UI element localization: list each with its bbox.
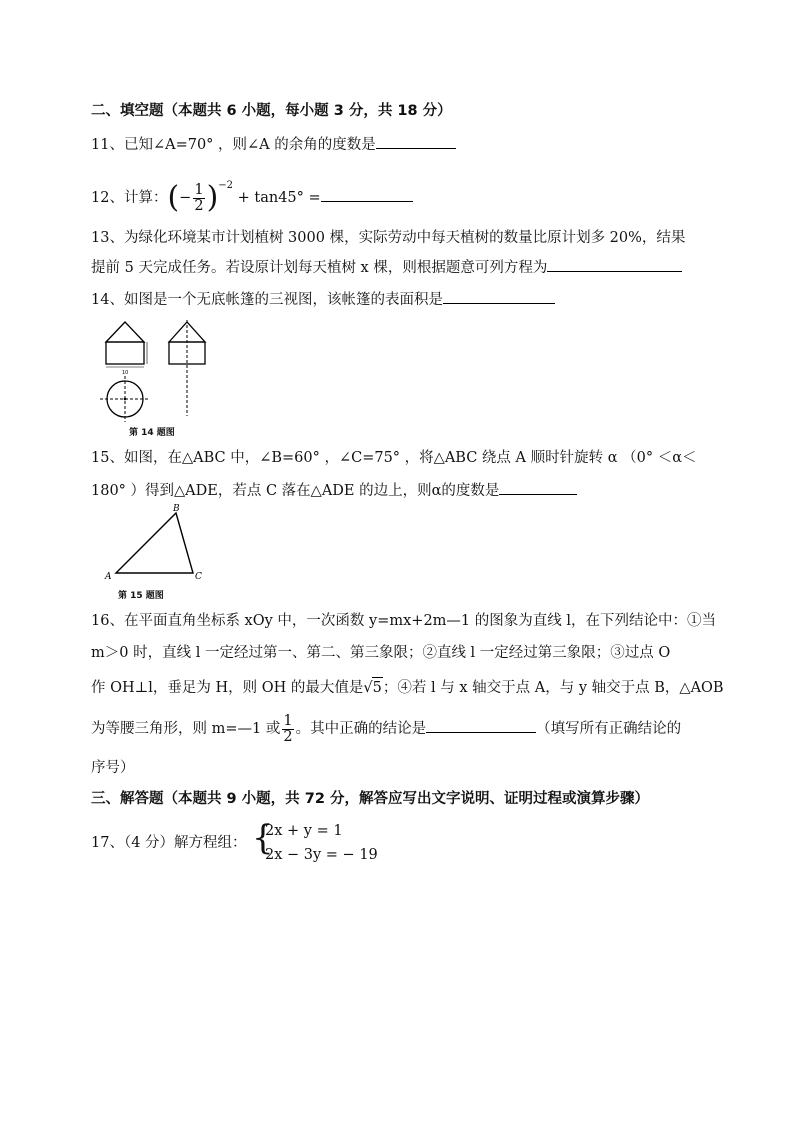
equation-brace: { xyxy=(252,818,274,858)
question-16-line3 xyxy=(91,677,724,698)
question-13-line2 xyxy=(91,257,682,278)
sqrt-value: 5 xyxy=(372,677,383,698)
dimension-label: 10 xyxy=(122,370,129,376)
sqrt-sign: √ xyxy=(363,680,373,696)
triangle-abc-figure xyxy=(104,503,214,583)
equation-1: 2x + y = 1 xyxy=(265,823,343,839)
exponent: −2 xyxy=(218,180,234,191)
fraction-numerator: 1 xyxy=(283,712,293,729)
question-16-line5: 序号） xyxy=(91,760,135,776)
answer-blank[interactable] xyxy=(547,257,682,272)
question-16-line2: m＞0 时，直线 l 一定经过第一、第二、第三象限；②直线 l 一定经过第三象限；③过点 O xyxy=(91,645,671,661)
question-16-text-e: （填写所有正确结论的 xyxy=(536,721,682,737)
question-16-text-b: ；④若 l 与 x 轴交于点 A，与 y 轴交于点 B，△AOB xyxy=(382,680,724,696)
minus-sign: − xyxy=(179,190,192,206)
fraction-denominator: 2 xyxy=(194,197,204,214)
question-13-text: 提前 5 天完成任务。若设原计划每天植树 x 棵，则根据题意可列方程为 xyxy=(91,260,548,276)
equation-2: 2x − 3y = − 19 xyxy=(265,847,378,863)
question-12-prefix: 12、计算： xyxy=(91,190,168,206)
fraction-half xyxy=(282,714,293,745)
question-13-line1: 13、为绿化环境某市计划植树 3000 棵，实际劳动中每天植树的数量比原计划多 20%，结果 xyxy=(91,230,686,246)
question-11-text: 11、已知∠A=70° ，则∠A 的余角的度数是 xyxy=(91,137,376,153)
section-2-heading: 二、填空题（本题共 6 小题，每小题 3 分，共 18 分） xyxy=(91,103,452,119)
question-16-text-c: 为等腰三角形，则 m=—1 或 xyxy=(91,721,281,737)
question-15-line2 xyxy=(91,480,577,501)
fraction-numerator: 1 xyxy=(194,181,204,198)
question-14-text: 14、如图是一个无底帐篷的三视图，该帐篷的表面积是 xyxy=(91,292,443,308)
figure-14-caption: 第 14 题图 xyxy=(129,428,175,438)
answer-blank[interactable] xyxy=(321,187,413,202)
question-16-text-a: 作 OH⊥l，垂足为 H，则 OH 的最大值是 xyxy=(91,680,364,696)
answer-blank[interactable] xyxy=(376,134,456,149)
right-paren: ) xyxy=(206,180,219,215)
answer-blank[interactable] xyxy=(443,289,555,304)
fraction-denominator: 2 xyxy=(283,728,293,745)
section-3-heading: 三、解答题（本题共 9 小题，共 72 分，解答应写出文字说明、证明过程或演算步骤） xyxy=(91,791,649,807)
question-16-text-d: 。其中正确的结论是 xyxy=(295,721,427,737)
question-14 xyxy=(91,289,555,310)
left-paren: ( xyxy=(167,180,180,215)
question-16-line1: 16、在平面直角坐标系 xOy 中，一次函数 y=mx+2m—1 的图象为直线 l，在下列结论中：①当 xyxy=(91,613,717,629)
question-12-rest: + tan45° = xyxy=(237,190,321,206)
vertex-a-label: A xyxy=(105,572,112,582)
question-15-line1: 15、如图，在△ABC 中，∠B=60° ，∠C=75° ，将△ABC 绕点 A 顺时针旋转 α （0° ＜α＜ xyxy=(91,450,697,466)
question-17-prefix: 17、（4 分）解方程组： xyxy=(91,835,247,851)
question-15-text: 180° ）得到△ADE，若点 C 落在△ADE 的边上，则α的度数是 xyxy=(91,483,500,499)
question-11 xyxy=(91,134,456,155)
question-16-line4 xyxy=(91,712,681,746)
figure-15-caption: 第 15 题图 xyxy=(118,591,164,601)
tent-three-views-figure xyxy=(98,316,218,424)
question-12 xyxy=(91,166,413,218)
answer-blank[interactable] xyxy=(499,480,577,495)
fraction xyxy=(193,183,204,214)
vertex-b-label: B xyxy=(173,504,180,514)
answer-blank[interactable] xyxy=(426,718,536,733)
vertex-c-label: C xyxy=(195,572,202,582)
